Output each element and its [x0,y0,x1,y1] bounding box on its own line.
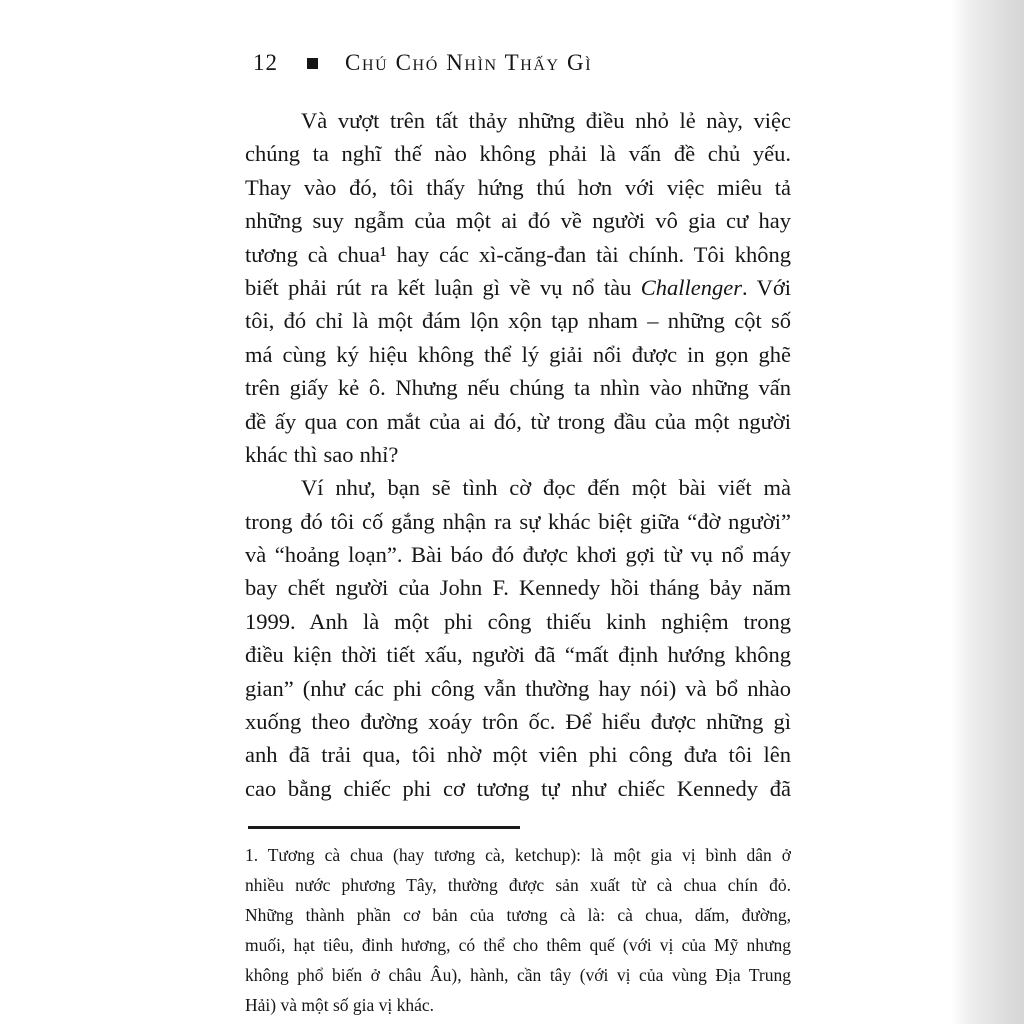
text-line: cao bằng chiếc phi cơ tương tự như chiếc Kennedy đã [245,775,791,801]
text-line: khác thì sao nhỉ? [245,441,399,467]
text-line: chúng ta nghĩ thế nào không phải là vấn đề chủ yếu. [245,141,791,167]
text-line: má cùng ký hiệu không thể lý giải nổi được in gọn ghẽ [245,341,791,367]
text-line: xuống theo đường xoáy trôn ốc. Để hiểu được những gì [245,709,791,735]
text-line: tương cà chua¹ hay các xì-căng-đan tài chính. Tôi không [245,241,791,267]
text-line: Ví như, bạn sẽ tình cờ đọc đến một bài viết mà [301,475,791,501]
square-bullet-icon [307,58,318,69]
text-line: gian” (như các phi công vẫn thường hay nói) và bổ nhào [245,675,791,701]
footnote [245,840,791,1020]
footnote-divider [248,826,520,829]
page-header [253,50,592,76]
footnote-line: Những thành phần cơ bản của tương cà là: cà chua, dấm, đường, [245,905,791,925]
text-line: điều kiện thời tiết xấu, người đã “mất định hướng không [245,642,791,668]
footnote-line: không phổ biến ở châu Âu), hành, cần tây (với vị của vùng Địa Trung [245,965,791,985]
text-line: biết phải rút ra kết luận gì về vụ nổ tàu Challenger. Với [245,274,791,300]
footnote-line: nhiều nước phương Tây, thường được sản xuất từ cà chua chín đỏ. [245,875,791,895]
text-line: đề ấy qua con mắt của ai đó, từ trong đầu của một người [245,408,791,434]
page-edge-shadow [950,0,1024,1024]
text-line: anh đã trải qua, tôi nhờ một viên phi công đưa tôi lên [245,742,791,768]
text-line: Và vượt trên tất thảy những điều nhỏ lẻ này, việc [301,108,791,133]
footnote-line: 1. Tương cà chua (hay tương cà, ketchup): là một gia vị bình dân ở [245,845,791,865]
text-line: tôi, đó chỉ là một đám lộn xộn tạp nham – những cột số [245,308,791,334]
text-line: 1999. Anh là một phi công thiếu kinh nghiệm trong [245,608,791,634]
footnote-line: Hải) và một số gia vị khác. [245,995,435,1015]
text-line: bay chết người của John F. Kennedy hồi tháng bảy năm [245,575,791,601]
page-number: 12 [253,50,278,75]
text-line: trên giấy kẻ ô. Nhưng nếu chúng ta nhìn vào những vấn [245,375,791,401]
text-line: trong đó tôi cố gắng nhận ra sự khác biệt giữa “đờ người” [245,508,791,534]
text-line: và “hoảng loạn”. Bài báo đó được khơi gợi từ vụ nổ máy [245,542,791,568]
footnote-line: muối, hạt tiêu, đinh hương, có thể cho thêm quế (với vị của Mỹ nhưng [245,935,791,955]
text-line: Thay vào đó, tôi thấy hứng thú hơn với việc miêu tả [245,174,791,200]
body-text [245,104,791,805]
running-title: Chú Chó Nhìn Thấy Gì [345,50,593,75]
text-line: những suy ngẫm của một ai đó về người vô gia cư hay [245,208,791,234]
